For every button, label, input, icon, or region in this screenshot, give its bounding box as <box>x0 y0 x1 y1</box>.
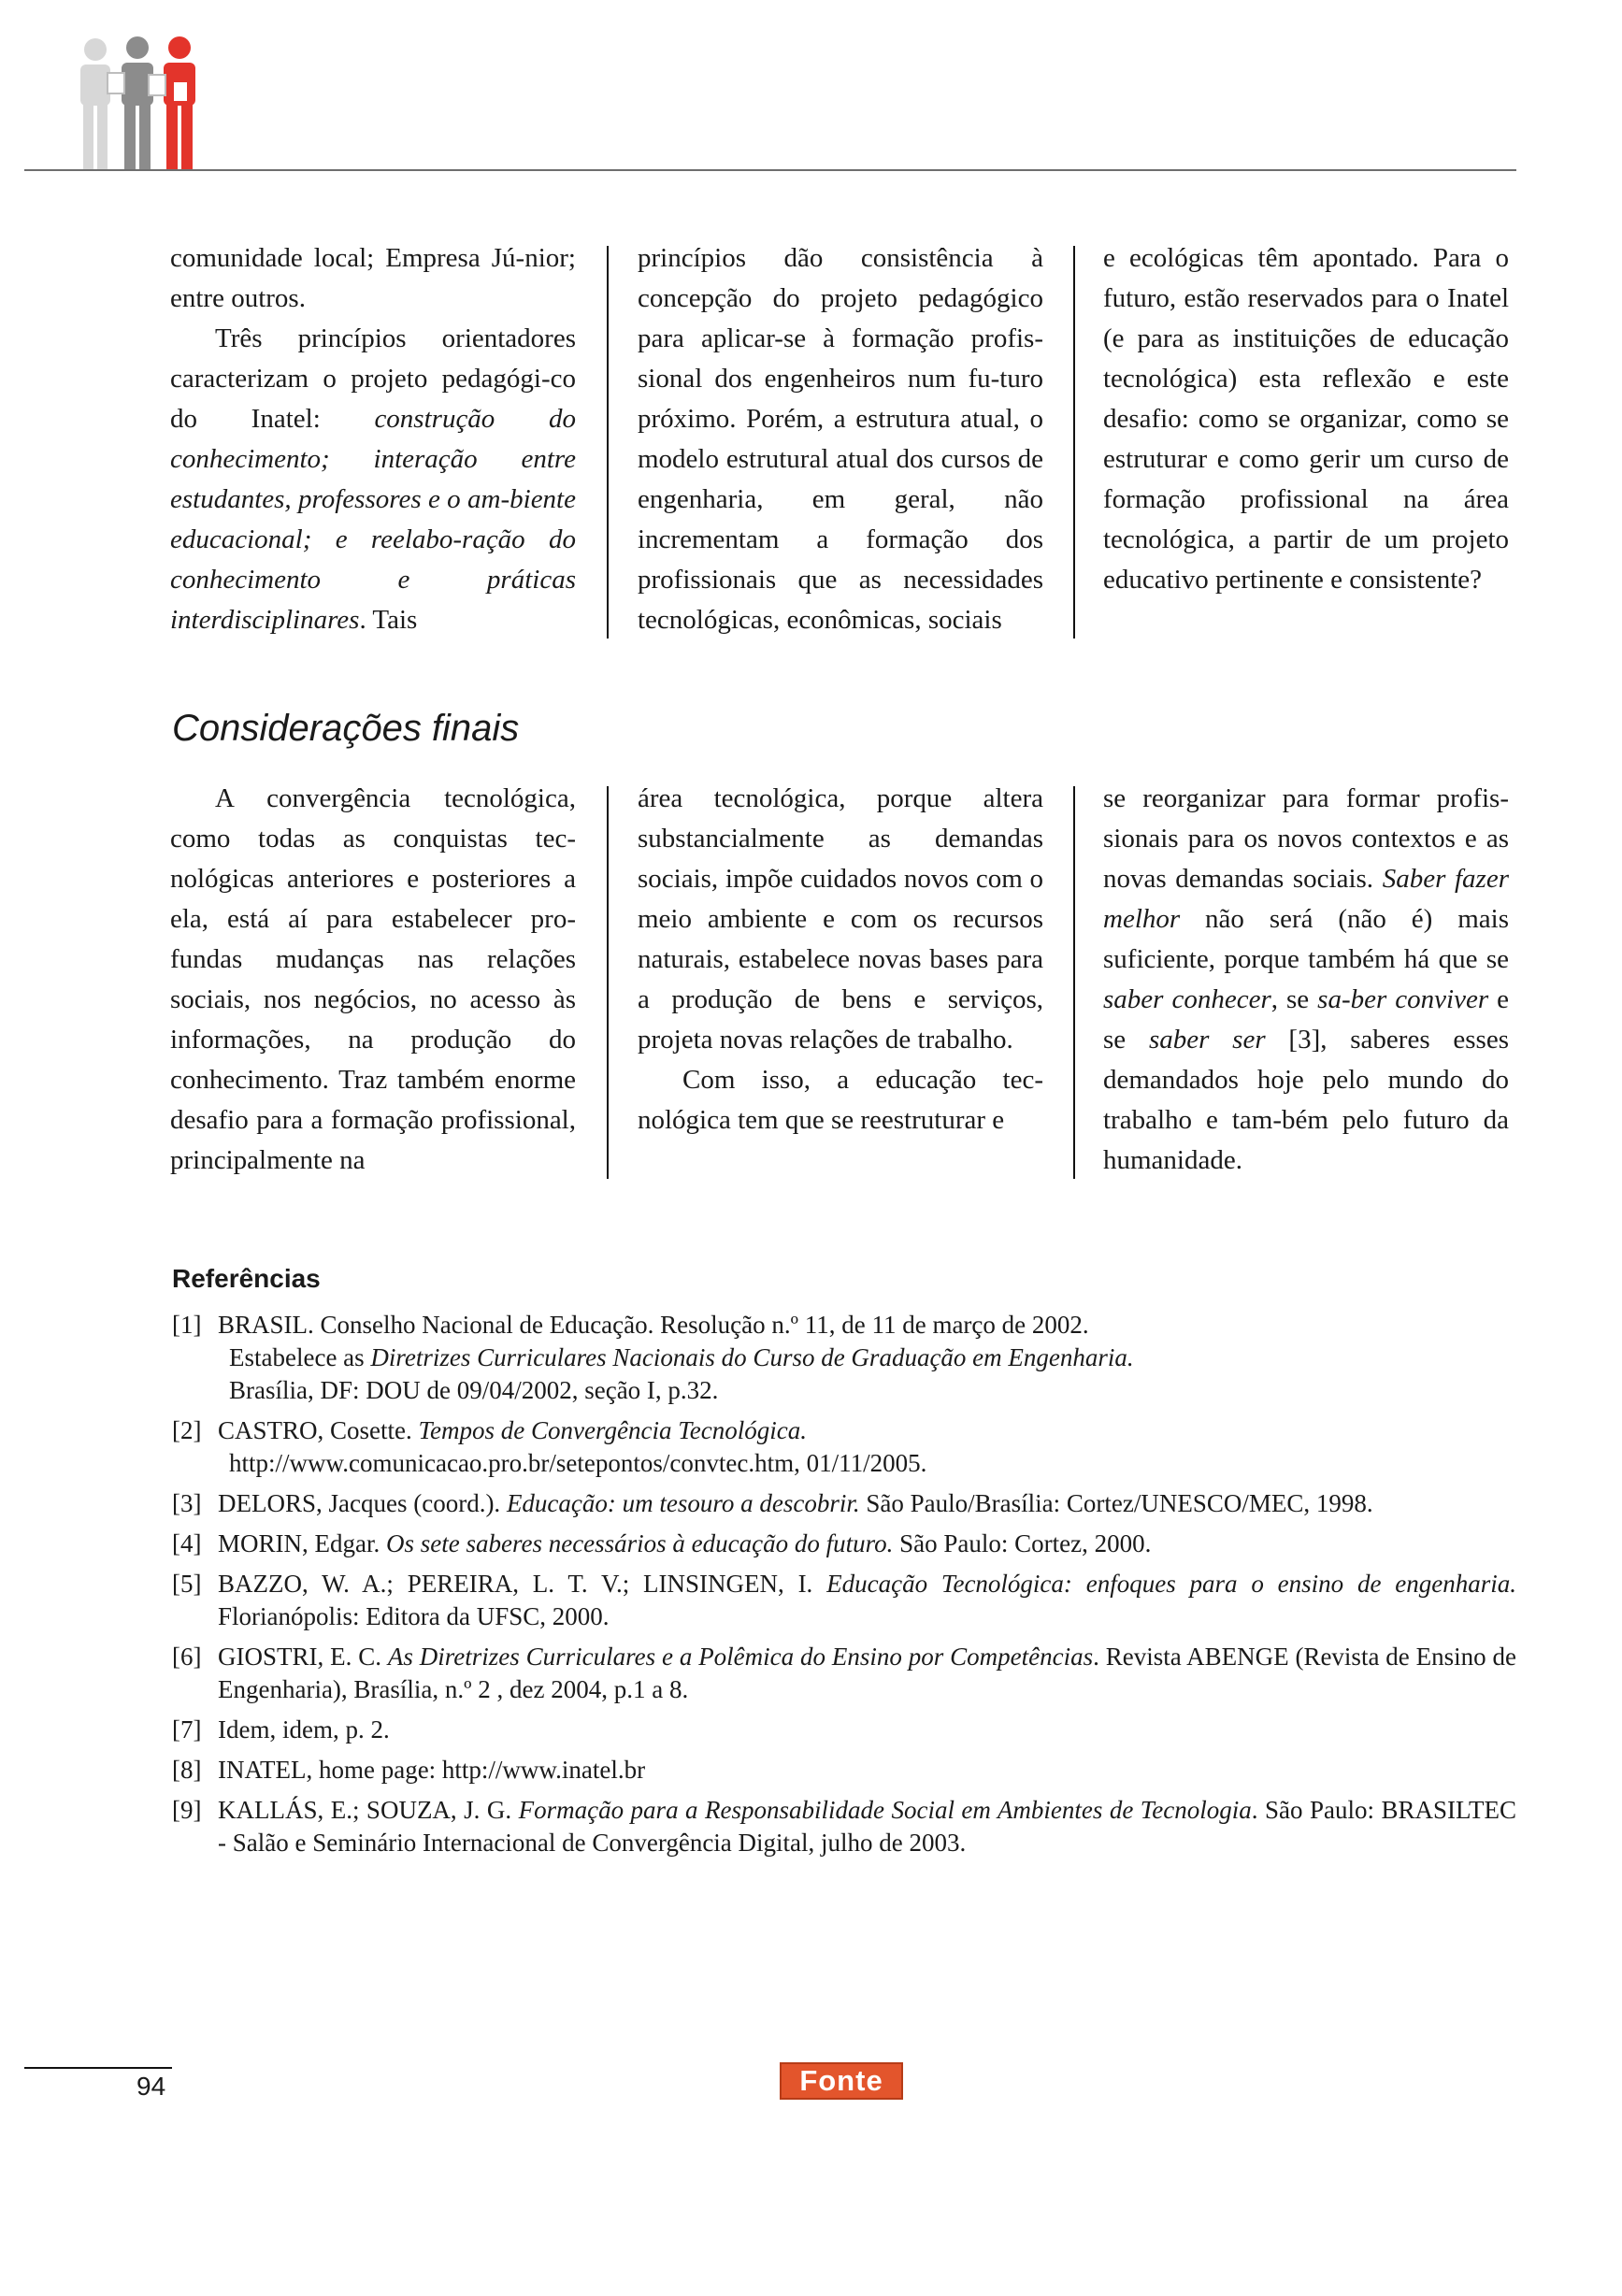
section-title: Considerações finais <box>172 708 520 749</box>
italic-run: Educação: um tesouro a descobrir. <box>506 1489 860 1517</box>
brand-logo: Fonte <box>780 2062 903 2100</box>
text-run: [3], saberes esses demandados hoje pelo mundo do trabalho e tam-bém pelo futuro da humanidade. <box>1103 1025 1509 1175</box>
reference-number: [3] <box>172 1489 202 1517</box>
text-run: . Tais <box>359 605 418 635</box>
text-run: e se <box>1103 984 1510 1055</box>
text-run: Estabelece as <box>229 1343 371 1371</box>
paragraph: e ecológicas têm apontado. Para o futuro, estão reservados para o Inatel (e para as instituições de educação tecnológica) esta reflexão e este desafio: como se organizar, como se estruturar e como gerir um curso de formação profissional na área tecnológica, a partir de um projeto educativo pertinente e consistente? <box>1103 243 1509 595</box>
body-column-3 <box>1103 779 1509 1181</box>
reference-line <box>218 1414 1516 1447</box>
reference-line <box>218 1342 1516 1374</box>
text-run: . Revista ABENGE (Revista de Ensino de Engenharia), Brasília, n.º 2 , dez 2004, p.1 a 8. <box>218 1643 1517 1703</box>
body-column-2 <box>638 779 1043 1141</box>
italic-run: Formação para a Responsabilidade Social em Ambientes de Tecnologia <box>518 1796 1252 1824</box>
person-icon-light <box>80 38 110 169</box>
text-run: DELORS, Jacques (coord.). <box>218 1489 507 1517</box>
body-column-1 <box>170 238 576 640</box>
reference-number: [9] <box>172 1796 202 1824</box>
reference-text <box>218 1528 1516 1560</box>
text-run: Brasília, DF: DOU de 09/04/2002, seção I, p.32. <box>229 1376 719 1404</box>
reference-number: [8] <box>172 1756 202 1784</box>
italic-run: saber conhecer <box>1103 984 1271 1014</box>
reference-line <box>218 1487 1516 1520</box>
reference-item <box>172 1414 1516 1480</box>
text-run: KALLÁS, E.; SOUZA, J. G. <box>218 1796 519 1824</box>
reference-text <box>218 1794 1516 1859</box>
text-run: GIOSTRI, E. C. <box>218 1643 388 1671</box>
reference-line <box>218 1714 1516 1746</box>
reference-text <box>218 1641 1516 1706</box>
column-divider <box>1073 786 1075 1179</box>
reference-line <box>218 1528 1516 1560</box>
reference-item <box>172 1794 1516 1859</box>
italic-run: construção do conhecimento; interação entre estudantes, professores e o am-biente educacional; e reelabo-ração do conhecimento e práticas interdisciplinares <box>170 404 576 635</box>
reference-line <box>218 1447 1516 1480</box>
text-run: . São Paulo: BRASILTEC - Salão e Seminário Internacional de Convergência Digital, julho de 2003. <box>218 1796 1516 1857</box>
reference-text <box>218 1568 1516 1633</box>
italic-run: Saber fazer melhor <box>1103 864 1509 934</box>
body-column-2 <box>638 238 1043 640</box>
italic-run: Tempos de Convergência Tecnológica. <box>418 1416 807 1444</box>
italic-run: As Diretrizes Curriculares e a Polêmica do Ensino por Competências <box>387 1643 1094 1671</box>
text-run: BRASIL. Conselho Nacional de Educação. Resolução n.º 11, de 11 de março de 2002. <box>218 1311 1089 1339</box>
reference-text <box>218 1754 1516 1787</box>
text-run: CASTRO, Cosette. <box>218 1416 419 1444</box>
person-icon-red <box>149 36 195 169</box>
italic-run: Educação Tecnológica: enfoques para o ensino de engenharia. <box>826 1570 1516 1598</box>
reference-item <box>172 1528 1516 1560</box>
references-list <box>172 1309 1516 1867</box>
text-run: BAZZO, W. A.; PEREIRA, L. T. V.; LINSINGEN, I. <box>218 1570 827 1598</box>
reference-text <box>218 1309 1516 1407</box>
reference-item <box>172 1714 1516 1746</box>
text-run: São Paulo: Cortez, 2000. <box>893 1529 1152 1557</box>
text-run: comunidade local; Empresa Jú-nior; entre outros. <box>170 243 576 313</box>
paragraph: Com isso, a educação tec-nológica tem que se reestruturar e <box>638 1065 1043 1135</box>
header-rule <box>24 169 1516 171</box>
text-run: São Paulo/Brasília: Cortez/UNESCO/MEC, 1998. <box>859 1489 1373 1517</box>
footer-rule <box>24 2067 172 2069</box>
paragraph <box>170 319 576 640</box>
column-divider <box>1073 246 1075 639</box>
paragraph: área tecnológica, porque altera substancialmente as demandas sociais, impõe cuidados novos com o meio ambiente e com os recursos naturais, estabelece novas bases para a produção de bens e serviços, projeta novas relações de trabalho. <box>638 783 1043 1055</box>
reference-text <box>218 1414 1516 1480</box>
reference-line <box>218 1754 1516 1787</box>
reference-number: [2] <box>172 1416 202 1444</box>
body-column-3 <box>1103 238 1509 600</box>
reference-line <box>218 1309 1516 1342</box>
text-run: http://www.comunicacao.pro.br/setepontos/convtec.htm, 01/11/2005. <box>229 1449 927 1477</box>
reference-number: [7] <box>172 1715 202 1744</box>
text-run: INATEL, home page: http://www.inatel.br <box>218 1756 646 1784</box>
reference-item <box>172 1487 1516 1520</box>
reference-number: [1] <box>172 1311 202 1339</box>
reference-item <box>172 1754 1516 1787</box>
column-divider <box>607 246 609 639</box>
text-run: não será (não é) mais suficiente, porque também há que se <box>1103 904 1509 974</box>
body-column-1 <box>170 779 576 1181</box>
italic-run: Os sete saberes necessários à educação do futuro. <box>385 1529 894 1557</box>
text-run: , se <box>1270 984 1318 1014</box>
italic-run: saber ser <box>1148 1025 1266 1055</box>
body-section-1 <box>170 238 1516 646</box>
reference-text <box>218 1714 1516 1746</box>
reference-text <box>218 1487 1516 1520</box>
text-run: Idem, idem, p. 2. <box>218 1715 390 1744</box>
references-title: Referências <box>172 1264 321 1293</box>
page-number: 94 <box>136 2072 166 2101</box>
paragraph <box>170 238 576 319</box>
text-run: Três princípios orientadores caracterizam o projeto pedagógi-co do Inatel: <box>170 323 576 434</box>
paragraph: A convergência tecnológica, como todas as conquistas tec-nológicas anteriores e posteriores a ela, está aí para estabelecer pro-fundas mudanças nas relações sociais, nos negócios, no acesso às informações, na produção do conhecimento. Traz também enorme desafio para a formação profissional, principalmente na <box>170 783 576 1175</box>
text-run: MORIN, Edgar. <box>218 1529 386 1557</box>
text-run: Florianópolis: Editora da UFSC, 2000. <box>218 1602 610 1630</box>
reference-line <box>218 1374 1516 1407</box>
reference-number: [5] <box>172 1570 202 1598</box>
reference-number: [6] <box>172 1643 202 1671</box>
reference-number: [4] <box>172 1529 202 1557</box>
italic-run: Diretrizes Curriculares Nacionais do Curso de Graduação em Engenharia. <box>370 1343 1134 1371</box>
body-section-2 <box>170 779 1516 1186</box>
paragraph <box>1103 779 1509 1181</box>
paragraph: princípios dão consistência à concepção do projeto pedagógico para aplicar-se à formação profis-sional dos engenheiros num fu-turo próximo. Porém, a estrutura atual, o modelo estrutural atual dos cursos de engenharia, em geral, não incrementam a formação dos profissionais que as necessidades tecnológicas, econômicas, sociais <box>638 243 1043 635</box>
column-divider <box>607 786 609 1179</box>
people-logo <box>75 34 206 170</box>
reference-item <box>172 1309 1516 1407</box>
reference-item <box>172 1641 1516 1706</box>
reference-item <box>172 1568 1516 1633</box>
person-icon-gray <box>108 36 153 169</box>
italic-run: sa-ber conviver <box>1317 984 1489 1014</box>
text-run: se reorganizar para formar profis-sionais para os novos contextos e as novas demandas sociais. <box>1103 783 1509 894</box>
